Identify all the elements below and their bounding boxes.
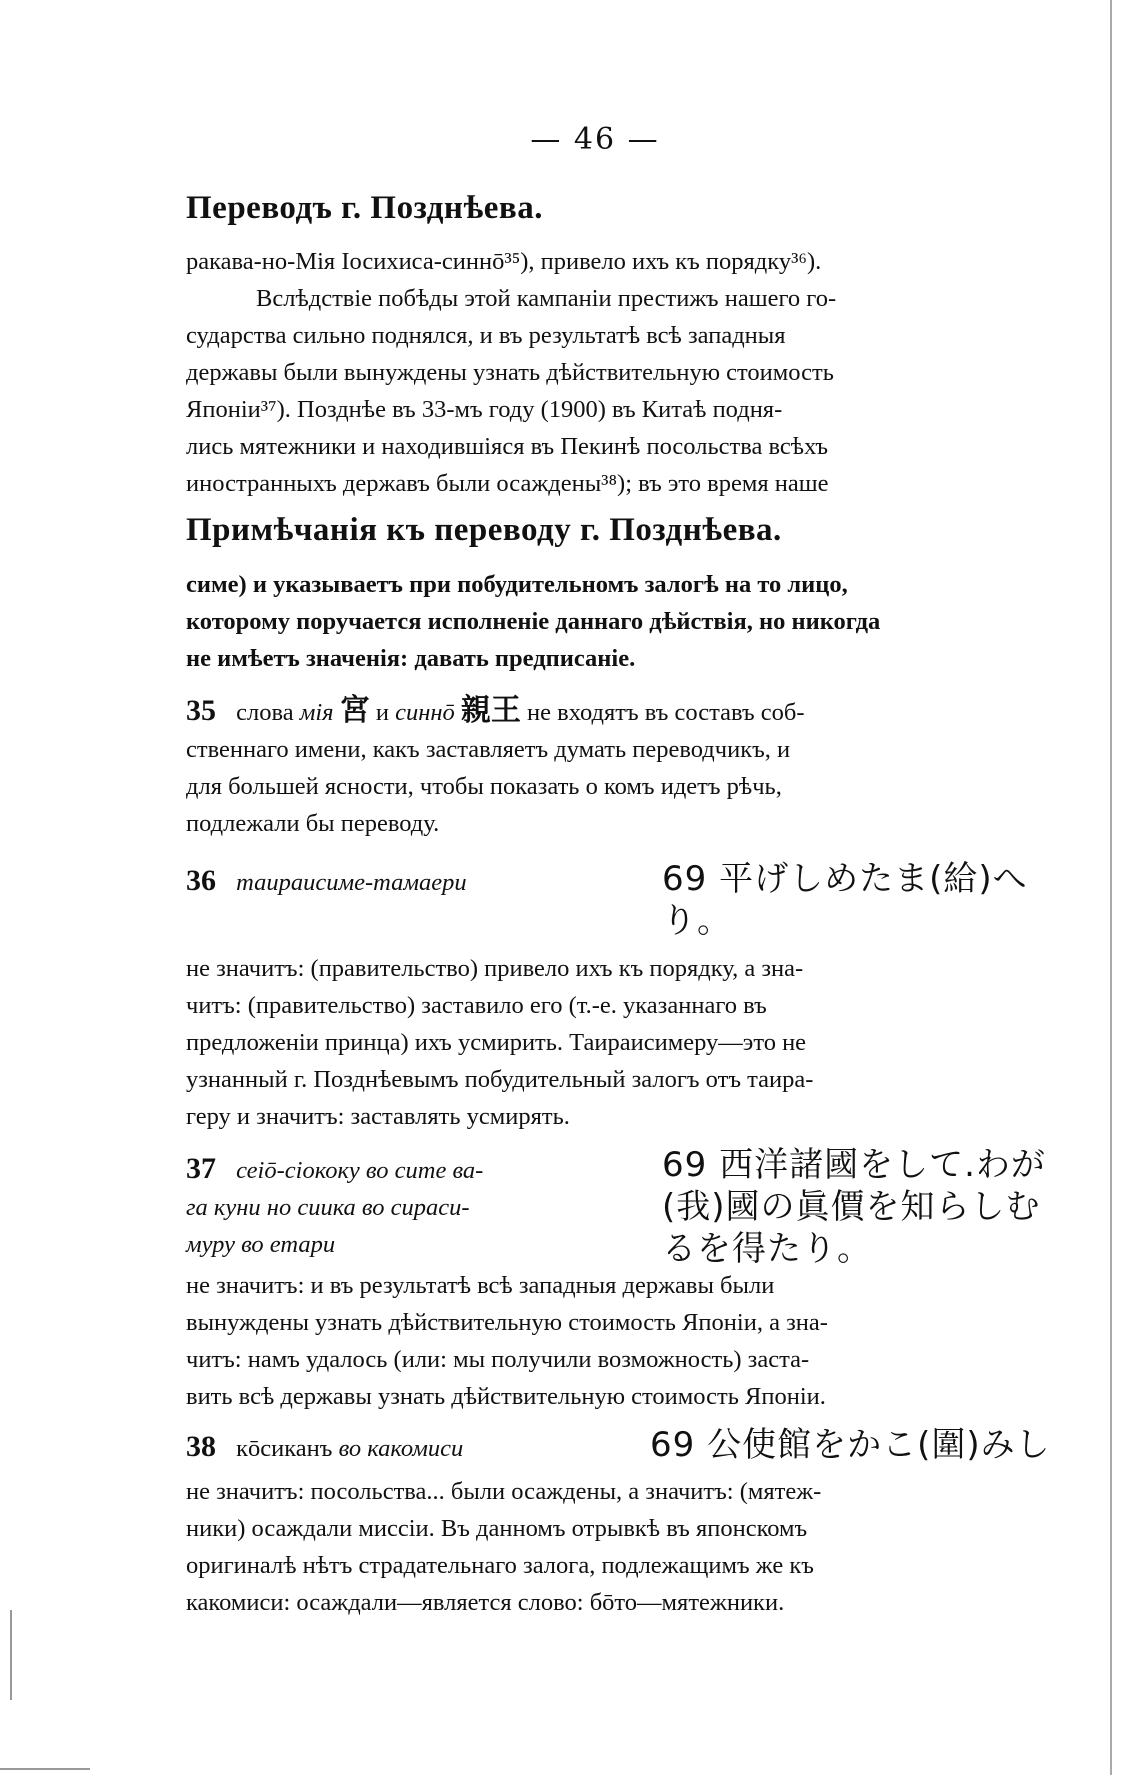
translation-title: Переводъ г. Позднѣева. <box>186 190 543 226</box>
japanese-line: り。 <box>662 901 732 941</box>
notes-title: Примѣчанія къ переводу г. Позднѣева. <box>186 512 782 548</box>
note-37-body <box>186 1267 1076 1415</box>
translation-body <box>186 243 1076 502</box>
note-line: не значитъ: (правительство) привело ихъ къ порядку, а зна- <box>186 955 804 982</box>
scan-edge-left <box>10 1610 12 1700</box>
page-number: — 46 — <box>530 122 660 157</box>
note-number: 35 <box>186 694 216 727</box>
note-line: какомиси: осаждали—является слово: бōто—мятежники. <box>186 1589 785 1616</box>
note-text: не входятъ въ составъ соб- <box>527 699 805 726</box>
note-line: ственнаго имени, какъ заставляетъ думать переводчикъ, и <box>186 736 791 763</box>
note-term: муру во етари <box>186 1231 336 1258</box>
note-line: узнанный г. Позднѣевымъ побудительный залогъ отъ таира- <box>186 1066 814 1093</box>
scan-edge-right <box>1110 0 1112 1775</box>
note-term: синнō <box>395 699 455 726</box>
notes-intro-line: симе) и указываетъ при побудительномъ залогѣ на то лицо, <box>186 571 848 598</box>
japanese-line: (我)國の眞價を知らしむ <box>662 1187 1041 1227</box>
note-line: для большей ясности, чтобы показать о комъ идетъ рѣчь, <box>186 773 782 800</box>
translation-line: Японіи³⁷). Позднѣе въ 33-мъ году (1900) въ Китаѣ подня- <box>186 396 783 423</box>
note-line: ники) осаждали миссіи. Въ данномъ отрывкѣ въ японскомъ <box>186 1515 808 1542</box>
translation-line: ракава-но-Мія Іосихиса-синнō³⁵), привело ихъ къ порядку³⁶). <box>186 248 822 275</box>
note-line: не значитъ: посольства... были осаждены, а значитъ: (мятеж- <box>186 1478 822 1505</box>
japanese-line: 69 西洋諸國をして.わが <box>662 1145 1046 1185</box>
note-line: вынуждены узнать дѣйствительную стоимость Японіи, а зна- <box>186 1309 828 1336</box>
note-line: читъ: (правительство) заставило его (т.-е. указаннаго въ <box>186 992 767 1019</box>
translation-line: иностранныхъ державъ были осаждены³⁸); въ это время наше <box>186 470 829 497</box>
note-line: вить всѣ державы узнать дѣйствительную стоимость Японіи. <box>186 1383 826 1410</box>
notes-intro-line: не имѣетъ значенія: давать предписаніе. <box>186 645 636 672</box>
note-term: сеіō-сіококу во сите ва- <box>236 1157 484 1184</box>
note-text: слова <box>236 699 294 726</box>
notes-intro <box>186 566 1076 677</box>
note-line: геру и значитъ: заставлять усмирять. <box>186 1103 570 1130</box>
scan-edge-bottom <box>0 1768 90 1770</box>
kanji-glyph: 宮 <box>339 693 370 728</box>
translation-line: державы были вынуждены узнать дѣйствительную стоимость <box>186 359 834 386</box>
translation-line: лись мятежники и находившіяся въ Пекинѣ посольства всѣхъ <box>186 433 829 460</box>
kanji-glyph: 親王 <box>460 693 521 728</box>
notes-intro-line: которому поручается исполненіе даннаго дѣйствія, но никогда <box>186 608 881 635</box>
note-line: предложеніи принца) ихъ усмирить. Таираисимеру—это не <box>186 1029 807 1056</box>
note-number: 37 <box>186 1152 216 1185</box>
note-37-japanese <box>662 1144 1046 1270</box>
japanese-line: るを得たり。 <box>662 1229 872 1269</box>
japanese-line: 69 公使館をかこ(圍)みし <box>650 1425 1051 1465</box>
note-number: 36 <box>186 864 216 897</box>
note-term: кōсиканъ <box>236 1435 333 1462</box>
note-line: не значитъ: и въ результатѣ всѣ западныя державы были <box>186 1272 775 1299</box>
note-37-head <box>186 1150 646 1263</box>
note-line: оригиналѣ нѣтъ страдательнаго залога, подлежащимъ же къ <box>186 1552 814 1579</box>
japanese-line: 69 平げしめたま(給)へ <box>662 859 1028 899</box>
note-term: таираисиме-тамаери <box>236 869 467 896</box>
note-38-japanese <box>650 1424 1051 1466</box>
note-term: га куни но сиика во сираси- <box>186 1194 470 1221</box>
translation-line: Вслѣдствіе побѣды этой кампаніи престижъ нашего го- <box>256 285 837 312</box>
note-35 <box>186 692 1076 842</box>
note-line: подлежали бы переводу. <box>186 810 440 837</box>
translation-line: сударства сильно поднялся, и въ результатѣ всѣ западныя <box>186 322 786 349</box>
note-term: во какомиси <box>338 1435 464 1462</box>
note-line: читъ: намъ удалось (или: мы получили возможность) заста- <box>186 1346 810 1373</box>
note-number: 38 <box>186 1430 216 1463</box>
note-text: и <box>375 699 389 726</box>
note-36-japanese <box>662 858 1028 942</box>
note-term: мія <box>299 699 334 726</box>
note-38-body <box>186 1473 1076 1621</box>
note-36-body <box>186 950 1076 1135</box>
